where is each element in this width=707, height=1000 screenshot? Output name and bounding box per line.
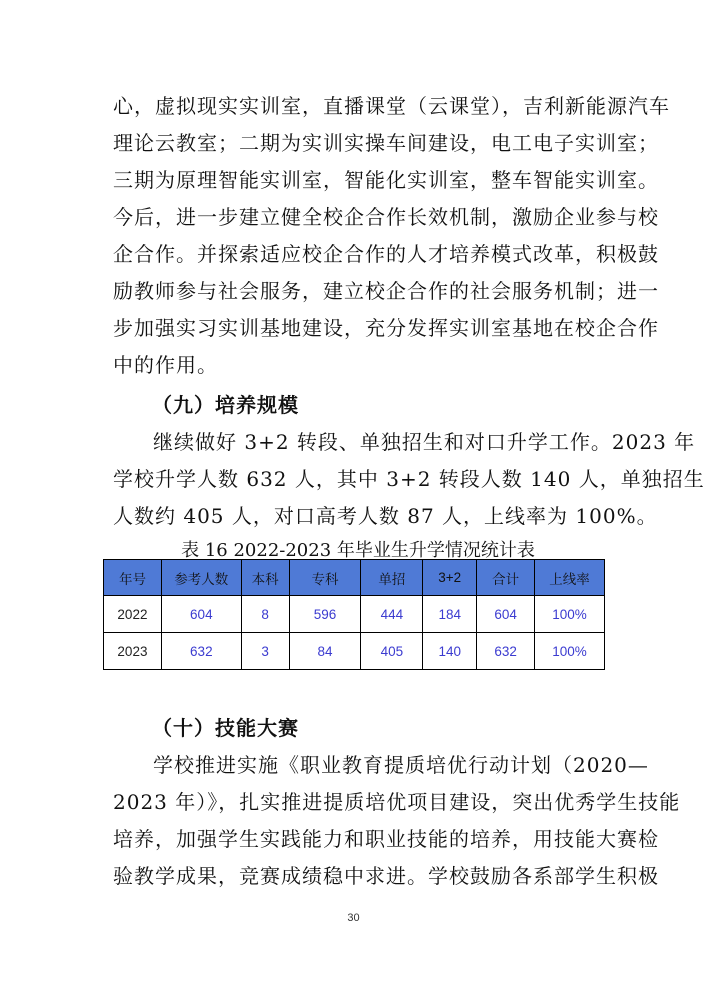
table-cell: 84	[289, 633, 361, 670]
text-line: 学校升学人数 632 人，其中 3+2 转段人数 140 人，单独招生	[113, 467, 705, 491]
table-caption: 表 16 2022-2023 年毕业生升学情况统计表	[181, 540, 535, 561]
table-cell: 184	[423, 596, 477, 633]
table-cell: 2023	[104, 633, 162, 670]
section-heading-training-scale: （九）培养规模	[152, 393, 299, 417]
page-number: 30	[347, 912, 360, 924]
table-cell: 8	[241, 596, 289, 633]
text-line: 继续做好 3+2 转段、单独招生和对口升学工作。2023 年	[153, 430, 696, 454]
column-header: 合计	[477, 560, 535, 596]
column-header: 单招	[361, 560, 423, 596]
text-line: 学校推进实施《职业教育提质培优行动计划（2020—	[153, 753, 649, 777]
text-line: 中的作用。	[113, 353, 218, 377]
text-line: 励教师参与社会服务，建立校企合作的社会服务机制；进一	[113, 279, 659, 303]
text-line: 步加强实习实训基地建设，充分发挥实训室基地在校企合作	[113, 316, 659, 340]
graduate-admission-table	[103, 559, 605, 670]
column-header: 上线率	[535, 560, 605, 596]
table-row	[104, 596, 605, 633]
column-header: 本科	[241, 560, 289, 596]
paragraph-enrollment	[113, 424, 705, 535]
table-header-row	[104, 560, 605, 596]
table-cell: 604	[477, 596, 535, 633]
table-cell: 604	[161, 596, 241, 633]
text-line: 验教学成果，竞赛成绩稳中求进。学校鼓励各系部学生积极	[113, 864, 659, 888]
column-header: 3+2	[423, 560, 477, 596]
paragraph-skills-competition	[113, 747, 681, 895]
text-line: 企合作。并探索适应校企合作的人才培养模式改革，积极鼓	[113, 242, 659, 266]
table-cell: 632	[477, 633, 535, 670]
paragraph-training-rooms	[113, 88, 670, 384]
column-header: 专科	[289, 560, 361, 596]
table-cell: 444	[361, 596, 423, 633]
table-cell: 596	[289, 596, 361, 633]
text-line: 2023 年）》，扎实推进提质培优项目建设，突出优秀学生技能	[113, 790, 681, 814]
table-cell: 140	[423, 633, 477, 670]
section-heading-skills-competition: （十）技能大赛	[152, 716, 299, 740]
table-cell: 100%	[535, 633, 605, 670]
table-cell: 100%	[535, 596, 605, 633]
table-cell: 2022	[104, 596, 162, 633]
text-line: 今后，进一步建立健全校企合作长效机制，激励企业参与校	[113, 205, 659, 229]
table-cell: 405	[361, 633, 423, 670]
text-line: 理论云教室；二期为实训实操车间建设，电工电子实训室；	[113, 131, 659, 155]
table-row	[104, 633, 605, 670]
text-line: 人数约 405 人，对口高考人数 87 人，上线率为 100%。	[113, 504, 658, 528]
text-line: 培养，加强学生实践能力和职业技能的培养，用技能大赛检	[113, 827, 659, 851]
text-line: 心，虚拟现实实训室，直播课堂（云课堂），吉利新能源汽车	[113, 94, 670, 118]
table-cell: 3	[241, 633, 289, 670]
column-header: 参考人数	[161, 560, 241, 596]
column-header: 年号	[104, 560, 162, 596]
table-cell: 632	[161, 633, 241, 670]
text-line: 三期为原理智能实训室，智能化实训室，整车智能实训室。	[113, 168, 659, 192]
